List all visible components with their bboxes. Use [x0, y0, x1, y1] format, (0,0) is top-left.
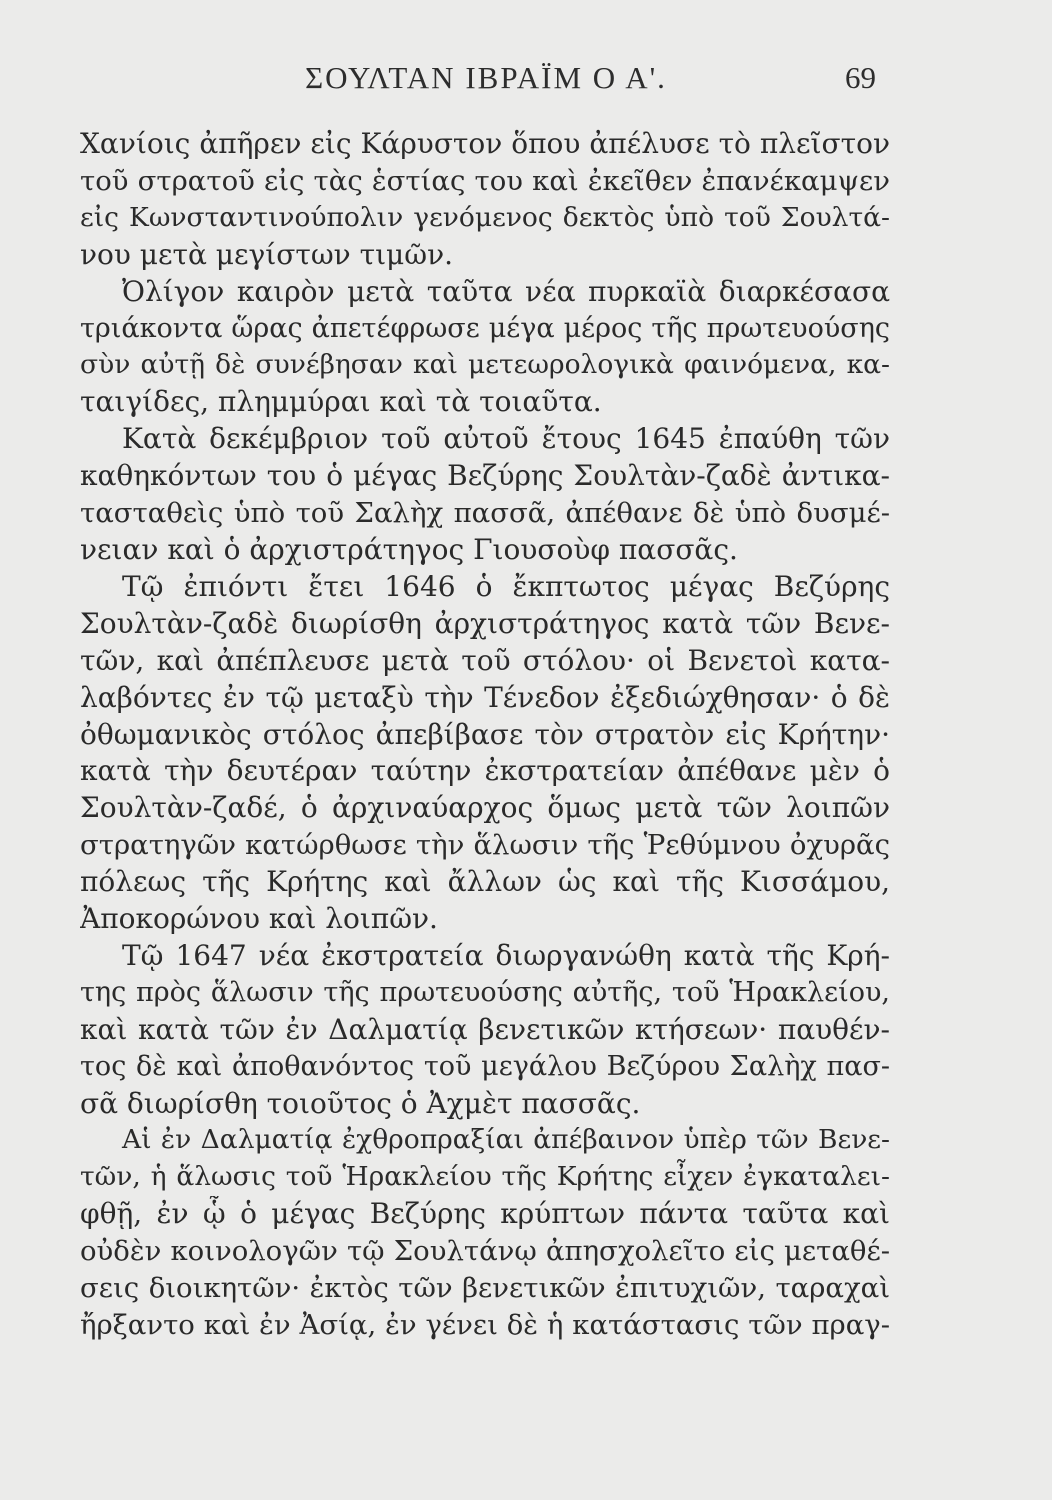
- text-line: Κατὰ δεκέμβριον τοῦ αὐτοῦ ἔτους 1645 ἐπαύθη τῶν: [122, 422, 890, 456]
- paragraph: [80, 126, 890, 274]
- text-line: Τῷ ἐπιόντι ἔτει 1646 ὁ ἔκπτωτος μέγας Βεζύρης: [122, 569, 890, 603]
- text-line: νου μετὰ μεγίστων τιμῶν.: [80, 237, 453, 271]
- text-line: κατὰ τὴν δευτέραν ταύτην ἐκστρατείαν ἀπέθανε μὲν ὁ: [80, 754, 890, 788]
- text-line: στρατηγῶν κατώρθωσε τὴν ἅλωσιν τῆς Ῥεθύμνου ὀχυρᾶς: [80, 829, 890, 862]
- text-line: τῶν, καὶ ἀπέπλευσε μετὰ τοῦ στόλου· οἱ Βενετοὶ κατα-: [80, 643, 890, 677]
- text-line: λαβόντες ἐν τῷ μεταξὺ τὴν Τένεδον ἐξεδιώχθησαν· ὁ δὲ: [80, 680, 890, 714]
- page-header: [80, 60, 892, 100]
- text-line: Σουλτὰν-ζαδέ, ὁ ἀρχιναύαρχος ὅμως μετὰ τῶν λοιπῶν: [80, 791, 890, 825]
- paragraph: [80, 569, 890, 938]
- text-line: σεις διοικητῶν· ἐκτὸς τῶν βενετικῶν ἐπιτυχιῶν, ταραχαὶ: [80, 1272, 890, 1305]
- text-line: καὶ κατὰ τῶν ἐν Δαλματίᾳ βενετικῶν κτήσεων· παυθέν-: [80, 1012, 890, 1046]
- page-number: 69: [845, 60, 876, 95]
- text-line: τῶν, ἡ ἅλωσις τοῦ Ἡρακλείου τῆς Κρήτης εἶχεν ἐγκαταλει-: [80, 1161, 890, 1193]
- paragraph: [80, 1122, 890, 1343]
- text-line: νειαν καὶ ὁ ἀρχιστράτηγος Γιουσοὺφ πασσᾶς.: [80, 532, 738, 566]
- text-line: Ὀλίγον καιρὸν μετὰ ταῦτα νέα πυρκαϊὰ διαρκέσασα: [122, 274, 890, 308]
- text-line: της πρὸς ἅλωσιν τῆς πρωτευούσης αὐτῆς, τοῦ Ἡρακλείου,: [80, 976, 890, 1008]
- running-title: ΣΟΥΛΤΑΝ ΙΒΡΑΪΜ Ο Α'.: [305, 60, 667, 95]
- text-line: τριάκοντα ὥρας ἀπετέφρωσε μέγα μέρος τῆς πρωτευούσης: [80, 312, 890, 344]
- text-line: εἰς Κωνσταντινούπολιν γενόμενος δεκτὸς ὑπὸ τοῦ Σουλτά-: [80, 201, 890, 233]
- paragraph: [80, 938, 890, 1123]
- text-line: Ἀποκορώνου καὶ λοιπῶν.: [80, 902, 438, 936]
- text-line: τος δὲ καὶ ἀποθανόντος τοῦ μεγάλου Βεζύρου Σαλὴχ πασ-: [80, 1050, 890, 1082]
- text-line: πόλεως τῆς Κρήτης καὶ ἄλλων ὡς καὶ τῆς Κισσάμου,: [80, 865, 890, 899]
- text-line: σᾶ διωρίσθη τοιοῦτος ὁ Ἀχμὲτ πασσᾶς.: [80, 1086, 641, 1120]
- text-line: Σουλτὰν-ζαδὲ διωρίσθη ἀρχιστράτηγος κατὰ τῶν Βενε-: [80, 606, 890, 640]
- paragraph: [80, 274, 890, 422]
- text-line: τοῦ στρατοῦ εἰς τὰς ἑστίας του καὶ ἐκεῖθεν ἐπανέκαμψεν: [80, 164, 890, 197]
- text-line: ταιγίδες, πλημμύραι καὶ τὰ τοιαῦτα.: [80, 385, 602, 419]
- body-text: [80, 126, 890, 1344]
- text-line: ὀθωμανικὸς στόλος ἀπεβίβασε τὸν στρατὸν εἰς Κρήτην·: [80, 717, 890, 751]
- text-line: Τῷ 1647 νέα ἐκστρατεία διωργανώθη κατὰ τῆς Κρή-: [122, 938, 890, 972]
- text-line: σὺν αὐτῇ δὲ συνέβησαν καὶ μετεωρολογικὰ φαινόμενα, κα-: [80, 349, 890, 381]
- text-line: Χανίοις ἀπῆρεν εἰς Κάρυστον ὅπου ἀπέλυσε τὸ πλεῖστον: [80, 127, 890, 160]
- text-line: καθηκόντων του ὁ μέγας Βεζύρης Σουλτὰν-ζαδὲ ἀντικα-: [80, 459, 890, 493]
- text-line: ἤρξαντο καὶ ἐν Ἀσίᾳ, ἐν γένει δὲ ἡ κατάστασις τῶν πραγ-: [80, 1309, 890, 1341]
- text-line: οὐδὲν κοινολογῶν τῷ Σουλτάνῳ ἀπησχολεῖτο εἰς μεταθέ-: [80, 1235, 890, 1268]
- text-line: Αἱ ἐν Δαλματίᾳ ἐχθροπραξίαι ἀπέβαινον ὑπὲρ τῶν Βενε-: [122, 1124, 890, 1156]
- text-line: φθῇ, ἐν ᾧ ὁ μέγας Βεζύρης κρύπτων πάντα ταῦτα καὶ: [80, 1197, 890, 1231]
- paragraph: [80, 421, 890, 569]
- text-line: τασταθεὶς ὑπὸ τοῦ Σαλὴχ πασσᾶ, ἀπέθανε δὲ ὑπὸ δυσμέ-: [80, 497, 890, 530]
